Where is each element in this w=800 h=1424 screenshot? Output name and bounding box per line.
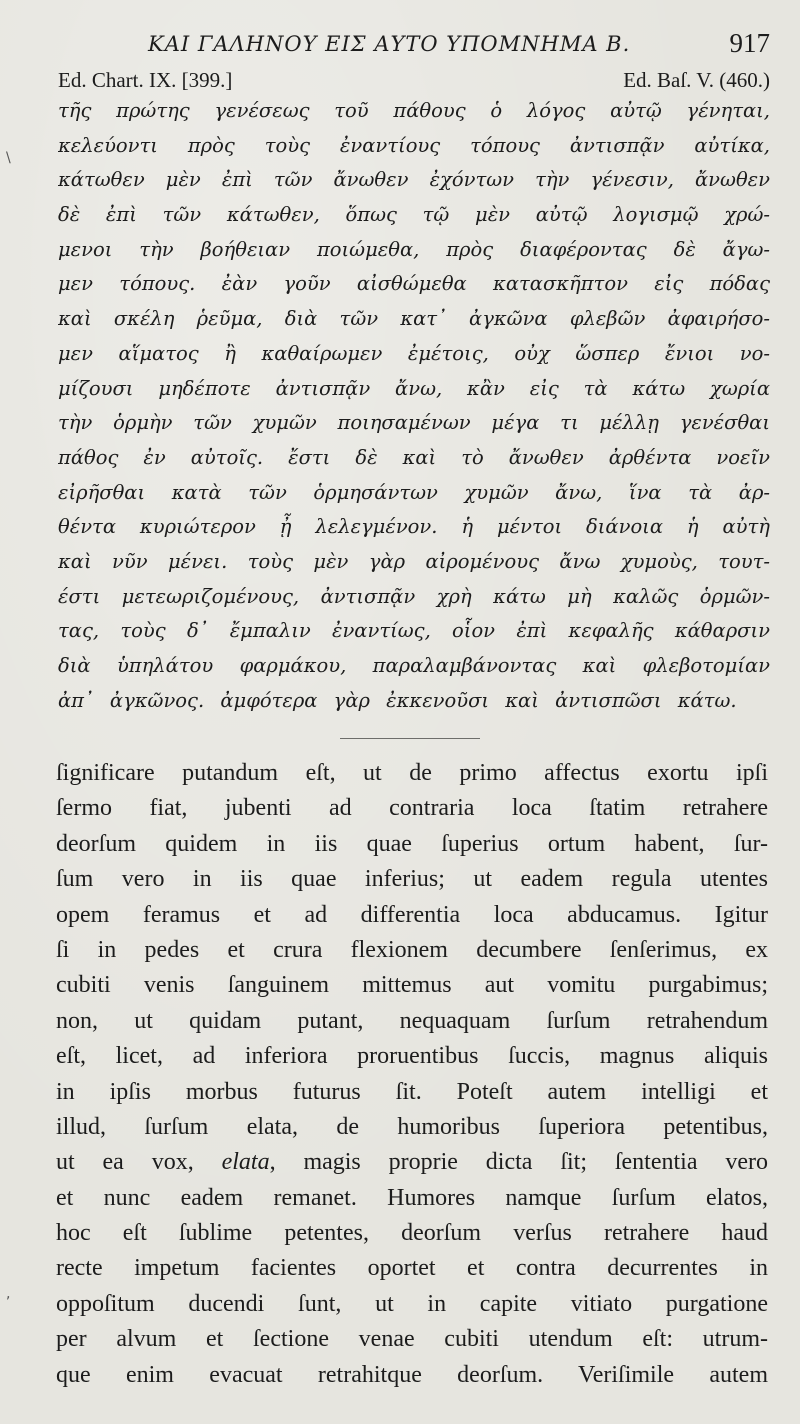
greek-text-line: καὶ σκέλη ῥεῦμα, διὰ τῶν κατ᾽ ἀγκῶνα φλεβῶν ἀφαιρήσο-	[58, 307, 770, 331]
latin-text-line: illud, ſurſum elata, de humoribus ſuperiora petentibus,	[56, 1113, 768, 1140]
margin-mark: ,	[6, 1286, 11, 1302]
greek-text-line: μίζουσι μηδέποτε ἀντισπᾷν ἄνω, κἂν εἰς τὰ κάτω χωρία	[58, 376, 770, 400]
greek-text-line: θέντα κυριώτερον ᾖ λελεγμένον. ἡ μέντοι διάνοια ἡ αὐτὴ	[58, 515, 770, 539]
latin-text-line: opem feramus et ad differentia loca abducamus. Igitur	[56, 901, 768, 928]
greek-text-line: μεν τόπους. ἐὰν γοῦν αἰσθώμεθα κατασκῆπτον εἰς πόδας	[58, 272, 770, 296]
latin-text-line: ſermo fiat, jubenti ad contraria loca ſtatim retrahere	[56, 795, 768, 822]
latin-italic-word: elata	[221, 1149, 270, 1176]
running-title: ΚΑΙ ΓΑΛΗΝΟΥ ΕΙΣ ΑΥΤΟ ΥΠΟΜΝΗΜΑ Β.	[148, 32, 631, 56]
greek-text-line: δὲ ἐπὶ τῶν κάτωθεν, ὅπως τῷ μὲν αὐτῷ λογισμῷ χρώ-	[58, 203, 770, 227]
latin-text-line: recte impetum facientes oportet et contra decurrentes in	[56, 1255, 768, 1282]
greek-text-line: εἰρῆσθαι κατὰ τῶν ὁρμησάντων χυμῶν ἄνω, ἵνα τὰ ἀρ-	[58, 480, 770, 504]
margin-mark: \	[6, 150, 11, 166]
greek-text-line: πάθος ἐν αὐτοῖς. ἔστι δὲ καὶ τὸ ἄνωθεν ἀρθέντα νοεῖν	[58, 445, 770, 469]
greek-text-line: τὴν ὁρμὴν τῶν χυμῶν ποιησαμένων μέγα τι μέλλῃ γενέσθαι	[58, 411, 770, 435]
latin-text-line: ſi in pedes et crura flexionem decumbere ſenſerimus, ex	[56, 936, 768, 963]
greek-text-line: ἀπ᾽ ἀγκῶνος. ἀμφότερα γὰρ ἐκκενοῦσι καὶ ἀντισπῶσι κάτω.	[58, 688, 737, 712]
greek-text-line: μενοι τὴν βοήθειαν ποιώμεθα, πρὸς διαφέροντας δὲ ἄγω-	[58, 237, 770, 261]
latin-text-segment: , magis proprie dicta ſit; ſententia vero	[269, 1149, 768, 1176]
latin-text-line: cubiti venis ſanguinem mittemus aut vomitu purgabimus;	[56, 972, 768, 999]
latin-text-block	[56, 756, 768, 1393]
greek-text-line: τας, τοὺς δ᾽ ἔμπαλιν ἐναντίως, οἷον ἐπὶ κεφαλῆς κάθαρσιν	[58, 619, 770, 643]
greek-text-block	[58, 94, 770, 718]
greek-text-line: κάτωθεν μὲν ἐπὶ τῶν ἄνωθεν ἐχόντων τὴν γένεσιν, ἄνωθεν	[58, 168, 770, 192]
greek-text-line: έστι μετεωριζομένους, ἀντισπᾷν χρὴ κάτω μὴ καλῶς ὁρμῶν-	[58, 584, 770, 608]
greek-text-line: τῆς πρώτης γενέσεως τοῦ πάθους ὁ λόγος αὐτῷ γένηται,	[58, 99, 770, 122]
edition-basel-reference: Ed. Baſ. V. (460.)	[623, 68, 770, 92]
latin-text-line: ſignificare putandum eſt, ut de primo affectus exortu ipſi	[56, 760, 768, 786]
running-header	[60, 28, 770, 64]
latin-text-line: eſt, licet, ad inferiora proruentibus ſuccis, magnus aliquis	[56, 1043, 768, 1070]
latin-text-line: ſum vero in iis quae inferius; ut eadem regula utentes	[56, 866, 768, 893]
latin-text-line: oppoſitum ducendi ſunt, ut in capite vitiato purgatione	[56, 1290, 768, 1317]
latin-text-line: per alvum et ſectione venae cubiti utendum eſt: utrum-	[56, 1326, 768, 1353]
latin-text-line: non, ut quidam putant, nequaquam ſurſum retrahendum	[56, 1007, 768, 1034]
latin-text-line	[56, 1145, 768, 1180]
edition-chart-reference: Ed. Chart. IX. [399.]	[58, 68, 233, 92]
greek-text-line: διὰ ὑπηλάτου φαρμάκου, παραλαμβάνοντας καὶ φλεβοτομίαν	[58, 654, 770, 677]
page-number: 917	[729, 28, 770, 58]
latin-text-line: hoc eſt ſublime petentes, deorſum verſus retrahere haud	[56, 1220, 768, 1247]
latin-text-line: deorſum quidem in iis quae ſuperius ortum habent, ſur-	[56, 830, 768, 857]
greek-text-line: μεν αἵματος ἢ καθαίρωμεν ἐμέτοις, οὐχ ὥσπερ ἔνιοι νο-	[58, 341, 770, 365]
latin-text-line: et nunc eadem remanet. Humores namque ſurſum elatos,	[56, 1184, 768, 1211]
greek-text-line: καὶ νῦν μένει. τοὺς μὲν γὰρ αἰρομένους ἄνω χυμοὺς, τουτ-	[58, 549, 770, 573]
section-divider	[340, 738, 480, 739]
latin-text-line: in ipſis morbus futurus ſit. Poteſt autem intelligi et	[56, 1078, 768, 1105]
latin-text-segment: ut ea vox,	[56, 1149, 222, 1176]
greek-text-line: κελεύοντι πρὸς τοὺς ἐναντίους τόπους ἀντισπᾷν αὐτίκα,	[58, 133, 770, 157]
latin-text-line: que enim evacuat retrahitque deorſum. Veriſimile autem	[56, 1361, 768, 1388]
